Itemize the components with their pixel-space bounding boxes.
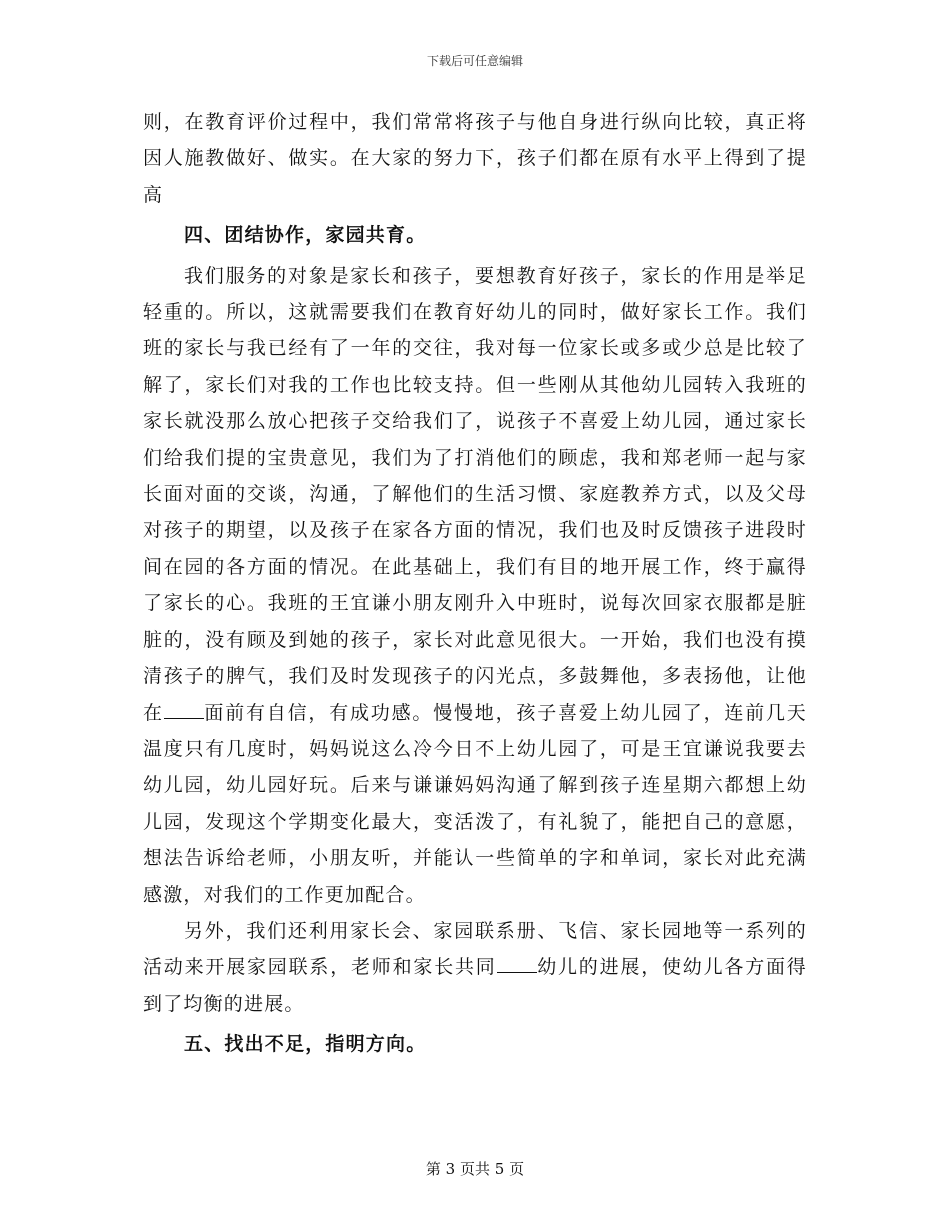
paragraph-contact-methods xyxy=(143,913,807,1022)
paragraph-text: 另外，我们还利用家长会、家园联系册、飞信、家长园地等一系列的活动来开展家园联系，老师和家长共同 xyxy=(143,919,807,979)
page-footer: 第 3 页共 5 页 xyxy=(425,1160,525,1178)
paragraph-text: 我们服务的对象是家长和孩子，要想教育好孩子，家长的作用是举足轻重的。所以，这就需要我们在教育好幼儿的同时，做好家长工作。我们班的家长与我已经有了一年的交往，我对每一位家长或多或少总是比较了解了，家长们对我的工作也比较支持。但一些刚从其他幼儿园转入我班的家长就没那么放心把孩子交给我们了，说孩子不喜爱上幼儿园，通过家长们给我们提的宝贵意见，我们为了打消他们的顾虑，我和郑老师一起与家长面对面的交谈，沟通，了解他们的生活习惯、家庭教养方式，以及父母对孩子的期望，以及孩子在家各方面的情况，我们也及时反馈孩子进段时间在园的各方面的情况。在此基础上，我们有目的地开展工作，终于赢得了家长的心。我班的王宜谦小朋友刚升入中班时，说每次回家衣服都是脏脏的，没有顾及到她的孩子，家长对此意见很大。一开始，我们也没有摸清孩子的脾气，我们及时发现孩子的闪光点，多鼓舞他，多表扬他，让他在 xyxy=(143,264,807,724)
page-header: 下载后可任意编辑 xyxy=(426,54,523,68)
section-heading-5: 五、找出不足，指明方向。 xyxy=(184,1033,427,1056)
document-body xyxy=(143,104,807,1067)
paragraph-home-school xyxy=(143,258,807,913)
blank-underline xyxy=(164,704,204,719)
paragraph-evaluation: 则，在教育评价过程中，我们常常将孩子与他自身进行纵向比较，真正将因人施教做好、做实。在大家的努力下，孩子们都在原有水平上得到了提高 xyxy=(143,111,807,206)
paragraph-text-cont: 面前有自信，有成功感。慢慢地，孩子喜爱上幼儿园了，连前几天温度只有几度时，妈妈说这么冷今日不上幼儿园了，可是王宜谦说我要去幼儿园，幼儿园好玩。后来与谦谦妈妈沟通了解到孩子连星期六都想上幼儿园，发现这个学期变化最大，变活泼了，有礼貌了，能把自己的意愿，想法告诉给老师，小朋友听，并能认一些简单的字和单词，家长对此充满感激，对我们的工作更加配合。 xyxy=(143,701,807,906)
blank-underline xyxy=(497,958,537,973)
section-heading-4: 四、团结协作，家园共育。 xyxy=(184,224,427,247)
paragraph-text-cont: 幼儿的进展，使幼儿各方面得到了均衡的进展。 xyxy=(143,956,807,1015)
